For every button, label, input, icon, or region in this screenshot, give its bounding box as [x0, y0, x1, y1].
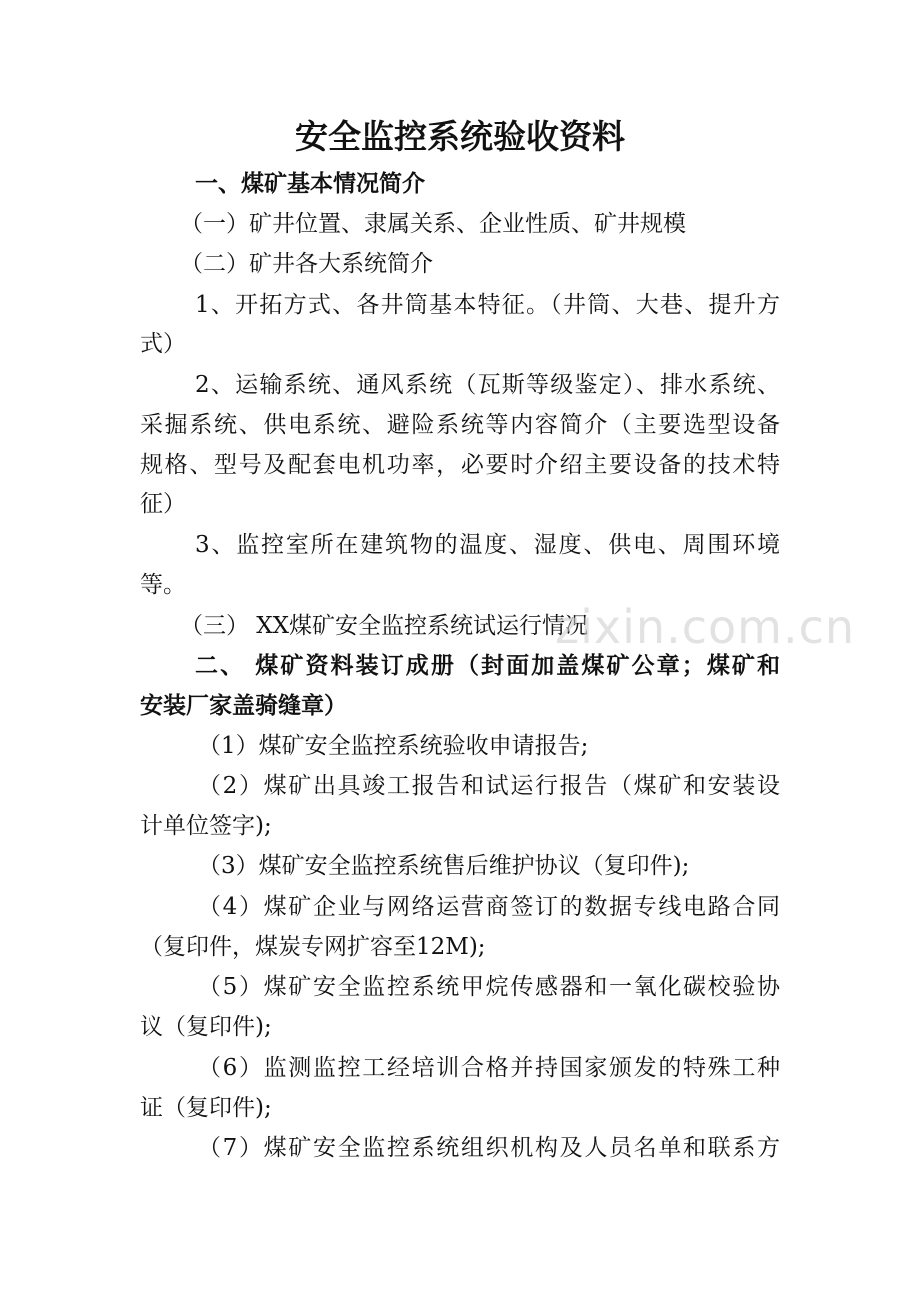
section-heading-1: 一、煤矿基本情况简介: [195, 170, 425, 197]
list-item: （1）煤矿安全监控系统验收申请报告;: [198, 733, 589, 759]
list-item: （6）监测监控工经培训合格并持国家颁发的特殊工种: [198, 1055, 780, 1081]
paragraph-line: 3、监控室所在建筑物的温度、湿度、供电、周围环境: [195, 532, 780, 558]
list-item-cont: 计单位签字);: [140, 813, 272, 839]
list-item-cont: （复印件，煤炭专网扩容至12M);: [140, 934, 486, 960]
list-item: （2）煤矿出具竣工报告和试运行报告（煤矿和安装设: [198, 773, 780, 799]
paragraph-line: 等。: [140, 572, 186, 598]
paragraph-line: 式）: [140, 331, 186, 357]
paragraph-line: 2、运输系统、通风系统（瓦斯等级鉴定）、排水系统、: [195, 372, 780, 398]
subsection-3: （三） XX煤矿安全监控系统试运行情况: [180, 613, 589, 639]
section-heading-2: 二、 煤矿资料装订成册（封面加盖煤矿公章；煤矿和: [195, 652, 780, 679]
list-item-cont: 证（复印件);: [140, 1095, 272, 1121]
paragraph-line: 征）: [140, 491, 186, 517]
list-item: （3）煤矿安全监控系统售后维护协议（复印件);: [198, 853, 690, 879]
subsection-2: （二）矿井各大系统简介: [180, 251, 433, 277]
section-heading-2-cont: 安装厂家盖骑缝章）: [140, 692, 347, 719]
watermark: zixin.com.cn: [555, 600, 856, 654]
subsection-1: （一）矿井位置、隶属关系、企业性质、矿井规模: [180, 211, 686, 237]
paragraph-line: 规格、型号及配套电机功率，必要时介绍主要设备的技术特: [140, 452, 780, 478]
list-item: （7）煤矿安全监控系统组织机构及人员名单和联系方: [198, 1135, 780, 1161]
list-item: （5）煤矿安全监控系统甲烷传感器和一氧化碳校验协: [198, 974, 780, 1000]
paragraph-line: 采掘系统、供电系统、避险系统等内容简介（主要选型设备: [140, 412, 780, 438]
list-item: （4）煤矿企业与网络运营商签订的数据专线电路合同: [198, 894, 780, 920]
document-title: 安全监控系统验收资料: [295, 117, 625, 156]
list-item-cont: 议（复印件);: [140, 1014, 272, 1040]
paragraph-line: 1、开拓方式、各井筒基本特征。（井筒、大巷、提升方: [195, 292, 780, 318]
